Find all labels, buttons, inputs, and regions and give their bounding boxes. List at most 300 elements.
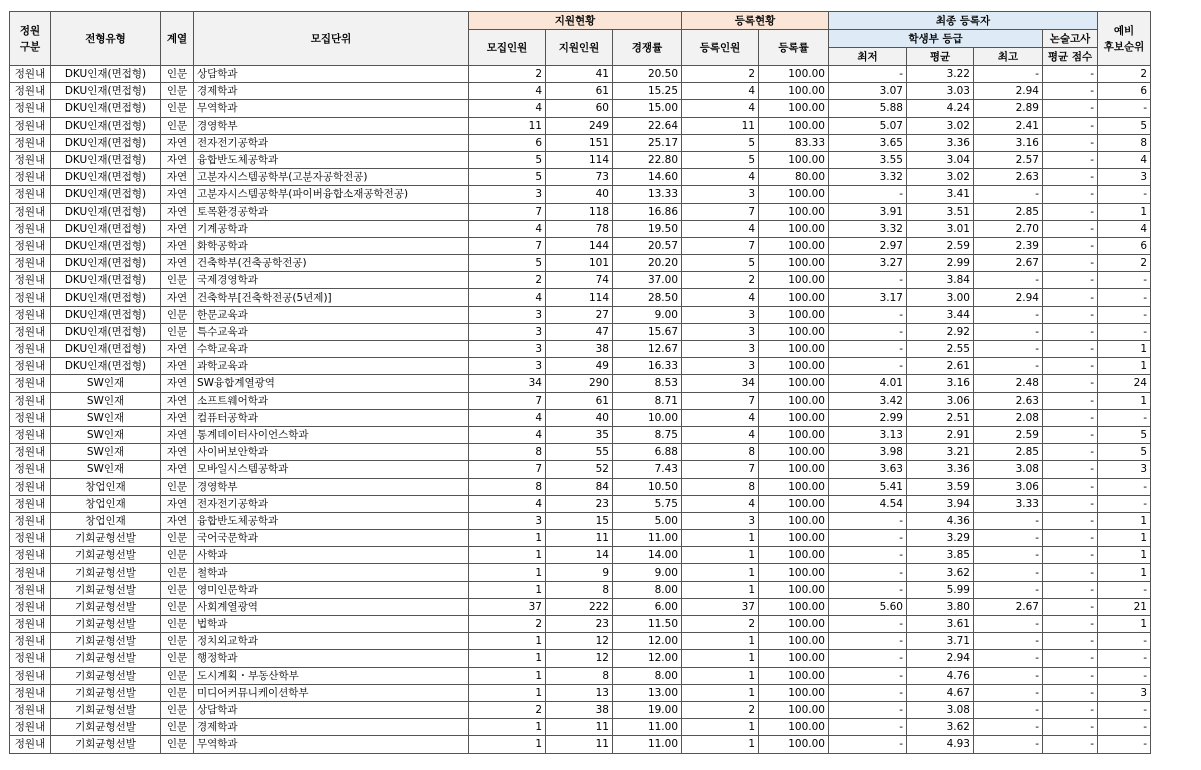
cell-enroll-rate: 100.00 (759, 341, 829, 358)
cell-applicant-count: 9 (546, 564, 613, 581)
cell-quota-group: 정원내 (10, 100, 51, 117)
table-row (10, 358, 1151, 375)
table-row (10, 237, 1151, 254)
cell-grade-max: 2.63 (974, 169, 1043, 186)
cell-recruit-count: 3 (469, 358, 546, 375)
cell-reserve: 1 (1098, 530, 1151, 547)
header-enroll-rate: 등록률 (759, 30, 829, 66)
cell-grade-avg: 3.51 (907, 203, 974, 220)
cell-unit: 융합반도체공학과 (194, 151, 469, 168)
cell-type: 기회균형선발 (51, 736, 161, 753)
header-enroll-status: 등록현황 (682, 12, 829, 30)
cell-grade-max: - (974, 512, 1043, 529)
cell-grade-avg: 2.61 (907, 358, 974, 375)
cell-recruit-count: 1 (469, 719, 546, 736)
cell-track: 인문 (161, 667, 194, 684)
cell-essay-avg: - (1043, 255, 1098, 272)
cell-unit: 국어국문학과 (194, 530, 469, 547)
cell-reserve: 1 (1098, 512, 1151, 529)
cell-unit: 법학과 (194, 616, 469, 633)
cell-track: 자연 (161, 169, 194, 186)
cell-applicant-count: 52 (546, 461, 613, 478)
cell-applicant-count: 144 (546, 237, 613, 254)
cell-track: 인문 (161, 736, 194, 753)
cell-type: SW인재 (51, 444, 161, 461)
cell-unit: 사이버보안학과 (194, 444, 469, 461)
cell-grade-min: - (829, 323, 907, 340)
cell-reserve: 4 (1098, 151, 1151, 168)
cell-track: 인문 (161, 117, 194, 134)
cell-enrolled-count: 8 (682, 444, 759, 461)
cell-track: 인문 (161, 564, 194, 581)
cell-unit: 건축학부(건축공학전공) (194, 255, 469, 272)
header-avg: 평균 (907, 48, 974, 66)
cell-grade-avg: 2.51 (907, 409, 974, 426)
cell-reserve: 1 (1098, 341, 1151, 358)
cell-grade-min: - (829, 358, 907, 375)
cell-quota-group: 정원내 (10, 478, 51, 495)
cell-track: 인문 (161, 684, 194, 701)
cell-unit: 기계공학과 (194, 220, 469, 237)
table-row (10, 667, 1151, 684)
cell-recruit-count: 1 (469, 581, 546, 598)
cell-enroll-rate: 100.00 (759, 66, 829, 83)
cell-type: SW인재 (51, 375, 161, 392)
cell-track: 인문 (161, 66, 194, 83)
cell-enroll-rate: 100.00 (759, 237, 829, 254)
cell-grade-min: - (829, 530, 907, 547)
cell-enroll-rate: 100.00 (759, 495, 829, 512)
cell-applicant-count: 55 (546, 444, 613, 461)
cell-unit: 모바일시스템공학과 (194, 461, 469, 478)
cell-enroll-rate: 100.00 (759, 547, 829, 564)
cell-track: 인문 (161, 478, 194, 495)
cell-track: 인문 (161, 650, 194, 667)
cell-unit: 컴퓨터공학과 (194, 409, 469, 426)
cell-type: 기회균형선발 (51, 667, 161, 684)
cell-recruit-count: 7 (469, 392, 546, 409)
cell-grade-max: - (974, 66, 1043, 83)
header-unit: 모집단위 (194, 12, 469, 66)
cell-track: 자연 (161, 220, 194, 237)
cell-enroll-rate: 100.00 (759, 564, 829, 581)
cell-enrolled-count: 4 (682, 495, 759, 512)
cell-track: 인문 (161, 719, 194, 736)
cell-quota-group: 정원내 (10, 220, 51, 237)
cell-quota-group: 정원내 (10, 409, 51, 426)
cell-reserve: - (1098, 719, 1151, 736)
cell-recruit-count: 1 (469, 633, 546, 650)
cell-grade-max: 2.85 (974, 444, 1043, 461)
cell-essay-avg: - (1043, 701, 1098, 718)
cell-reserve: - (1098, 289, 1151, 306)
cell-reserve: - (1098, 701, 1151, 718)
cell-quota-group: 정원내 (10, 616, 51, 633)
cell-competition-rate: 6.88 (613, 444, 682, 461)
cell-grade-min: 5.60 (829, 598, 907, 615)
cell-grade-avg: 3.06 (907, 392, 974, 409)
cell-recruit-count: 2 (469, 66, 546, 83)
cell-track: 인문 (161, 701, 194, 718)
table-row (10, 564, 1151, 581)
cell-competition-rate: 12.00 (613, 633, 682, 650)
cell-enrolled-count: 3 (682, 323, 759, 340)
cell-grade-max: - (974, 650, 1043, 667)
cell-essay-avg: - (1043, 237, 1098, 254)
cell-reserve: 5 (1098, 426, 1151, 443)
cell-essay-avg: - (1043, 564, 1098, 581)
cell-grade-max: - (974, 581, 1043, 598)
cell-quota-group: 정원내 (10, 581, 51, 598)
cell-recruit-count: 3 (469, 306, 546, 323)
cell-recruit-count: 5 (469, 169, 546, 186)
cell-recruit-count: 4 (469, 409, 546, 426)
cell-unit: 무역학과 (194, 100, 469, 117)
table-row (10, 461, 1151, 478)
cell-recruit-count: 1 (469, 650, 546, 667)
cell-applicant-count: 101 (546, 255, 613, 272)
cell-type: DKU인재(면접형) (51, 117, 161, 134)
cell-essay-avg: - (1043, 512, 1098, 529)
cell-competition-rate: 7.43 (613, 461, 682, 478)
cell-quota-group: 정원내 (10, 203, 51, 220)
cell-unit: 미디어커뮤니케이션학부 (194, 684, 469, 701)
cell-grade-max: - (974, 701, 1043, 718)
cell-competition-rate: 8.00 (613, 667, 682, 684)
cell-grade-max: - (974, 547, 1043, 564)
cell-enroll-rate: 100.00 (759, 633, 829, 650)
cell-type: SW인재 (51, 426, 161, 443)
cell-type: DKU인재(면접형) (51, 272, 161, 289)
cell-competition-rate: 14.60 (613, 169, 682, 186)
cell-track: 자연 (161, 203, 194, 220)
table-row (10, 66, 1151, 83)
cell-enroll-rate: 100.00 (759, 650, 829, 667)
cell-type: 기회균형선발 (51, 701, 161, 718)
cell-unit: 경제학과 (194, 83, 469, 100)
cell-essay-avg: - (1043, 426, 1098, 443)
cell-enroll-rate: 100.00 (759, 151, 829, 168)
cell-type: SW인재 (51, 409, 161, 426)
cell-grade-min: 3.91 (829, 203, 907, 220)
cell-reserve: 1 (1098, 392, 1151, 409)
cell-grade-max: 2.85 (974, 203, 1043, 220)
cell-essay-avg: - (1043, 598, 1098, 615)
cell-unit: 소프트웨어학과 (194, 392, 469, 409)
cell-grade-min: - (829, 512, 907, 529)
cell-grade-min: 3.63 (829, 461, 907, 478)
cell-enrolled-count: 1 (682, 564, 759, 581)
header-apply-status: 지원현황 (469, 12, 682, 30)
cell-grade-avg: 3.00 (907, 289, 974, 306)
cell-enroll-rate: 100.00 (759, 186, 829, 203)
cell-applicant-count: 14 (546, 547, 613, 564)
cell-recruit-count: 2 (469, 701, 546, 718)
cell-unit: 무역학과 (194, 736, 469, 753)
cell-quota-group: 정원내 (10, 547, 51, 564)
cell-quota-group: 정원내 (10, 83, 51, 100)
cell-essay-avg: - (1043, 461, 1098, 478)
header-enrolled-count: 등록인원 (682, 30, 759, 66)
table-row (10, 100, 1151, 117)
cell-unit: 화학공학과 (194, 237, 469, 254)
cell-competition-rate: 10.00 (613, 409, 682, 426)
cell-quota-group: 정원내 (10, 719, 51, 736)
cell-essay-avg: - (1043, 495, 1098, 512)
cell-recruit-count: 11 (469, 117, 546, 134)
cell-essay-avg: - (1043, 650, 1098, 667)
cell-reserve: - (1098, 323, 1151, 340)
cell-grade-min: - (829, 684, 907, 701)
cell-unit: 특수교육과 (194, 323, 469, 340)
cell-essay-avg: - (1043, 684, 1098, 701)
table-row (10, 581, 1151, 598)
cell-enrolled-count: 2 (682, 272, 759, 289)
cell-recruit-count: 4 (469, 220, 546, 237)
cell-reserve: 2 (1098, 66, 1151, 83)
cell-essay-avg: - (1043, 616, 1098, 633)
cell-type: DKU인재(면접형) (51, 66, 161, 83)
cell-competition-rate: 8.71 (613, 392, 682, 409)
cell-essay-avg: - (1043, 736, 1098, 753)
cell-grade-max: 3.33 (974, 495, 1043, 512)
cell-grade-max: 2.39 (974, 237, 1043, 254)
cell-competition-rate: 15.00 (613, 100, 682, 117)
cell-track: 자연 (161, 289, 194, 306)
cell-quota-group: 정원내 (10, 701, 51, 718)
cell-enroll-rate: 100.00 (759, 530, 829, 547)
cell-essay-avg: - (1043, 100, 1098, 117)
cell-enroll-rate: 100.00 (759, 100, 829, 117)
table-row (10, 220, 1151, 237)
cell-essay-avg: - (1043, 444, 1098, 461)
cell-track: 인문 (161, 547, 194, 564)
cell-reserve: 1 (1098, 547, 1151, 564)
cell-reserve: - (1098, 633, 1151, 650)
cell-recruit-count: 7 (469, 237, 546, 254)
cell-quota-group: 정원내 (10, 375, 51, 392)
cell-enroll-rate: 100.00 (759, 701, 829, 718)
cell-grade-avg: 3.04 (907, 151, 974, 168)
cell-grade-min: - (829, 581, 907, 598)
cell-type: DKU인재(면접형) (51, 100, 161, 117)
cell-grade-max: - (974, 323, 1043, 340)
header-school-grade: 학생부 등급 (829, 30, 1043, 48)
cell-essay-avg: - (1043, 289, 1098, 306)
cell-grade-min: - (829, 719, 907, 736)
cell-competition-rate: 13.00 (613, 684, 682, 701)
cell-reserve: - (1098, 650, 1151, 667)
table-row (10, 341, 1151, 358)
cell-recruit-count: 5 (469, 151, 546, 168)
cell-type: 창업인재 (51, 495, 161, 512)
cell-reserve: 5 (1098, 117, 1151, 134)
cell-grade-avg: 2.91 (907, 426, 974, 443)
cell-recruit-count: 1 (469, 530, 546, 547)
cell-enroll-rate: 100.00 (759, 83, 829, 100)
cell-type: SW인재 (51, 461, 161, 478)
cell-quota-group: 정원내 (10, 186, 51, 203)
table-row (10, 134, 1151, 151)
cell-unit: 고분자시스템공학부(고분자공학전공) (194, 169, 469, 186)
cell-quota-group: 정원내 (10, 495, 51, 512)
table-row (10, 444, 1151, 461)
cell-type: DKU인재(면접형) (51, 203, 161, 220)
table-row (10, 426, 1151, 443)
cell-competition-rate: 20.57 (613, 237, 682, 254)
cell-grade-max: - (974, 564, 1043, 581)
cell-quota-group: 정원내 (10, 117, 51, 134)
header-type: 전형유형 (51, 12, 161, 66)
cell-grade-min: 3.65 (829, 134, 907, 151)
cell-track: 인문 (161, 633, 194, 650)
cell-applicant-count: 11 (546, 719, 613, 736)
cell-unit: 철학과 (194, 564, 469, 581)
cell-essay-avg: - (1043, 358, 1098, 375)
table-row (10, 616, 1151, 633)
cell-grade-avg: 2.99 (907, 255, 974, 272)
cell-grade-max: - (974, 341, 1043, 358)
cell-unit: 전자전기공학과 (194, 495, 469, 512)
cell-enrolled-count: 7 (682, 237, 759, 254)
cell-track: 자연 (161, 341, 194, 358)
cell-track: 자연 (161, 151, 194, 168)
cell-competition-rate: 6.00 (613, 598, 682, 615)
cell-recruit-count: 1 (469, 547, 546, 564)
cell-enrolled-count: 5 (682, 151, 759, 168)
cell-applicant-count: 38 (546, 701, 613, 718)
cell-grade-min: - (829, 66, 907, 83)
cell-type: DKU인재(면접형) (51, 289, 161, 306)
table-row (10, 598, 1151, 615)
cell-enroll-rate: 100.00 (759, 512, 829, 529)
cell-type: DKU인재(면접형) (51, 186, 161, 203)
cell-essay-avg: - (1043, 272, 1098, 289)
cell-reserve: 2 (1098, 255, 1151, 272)
cell-competition-rate: 14.00 (613, 547, 682, 564)
cell-grade-min: 3.07 (829, 83, 907, 100)
cell-quota-group: 정원내 (10, 650, 51, 667)
cell-grade-avg: 3.36 (907, 461, 974, 478)
cell-track: 자연 (161, 255, 194, 272)
table-row (10, 719, 1151, 736)
cell-essay-avg: - (1043, 667, 1098, 684)
cell-applicant-count: 114 (546, 151, 613, 168)
cell-applicant-count: 49 (546, 358, 613, 375)
cell-unit: 한문교육과 (194, 306, 469, 323)
cell-reserve: - (1098, 736, 1151, 753)
cell-enrolled-count: 37 (682, 598, 759, 615)
cell-grade-avg: 3.03 (907, 83, 974, 100)
table-row (10, 375, 1151, 392)
cell-grade-avg: 3.02 (907, 117, 974, 134)
cell-grade-min: - (829, 272, 907, 289)
cell-enroll-rate: 100.00 (759, 220, 829, 237)
cell-reserve: 1 (1098, 616, 1151, 633)
cell-type: DKU인재(면접형) (51, 134, 161, 151)
cell-grade-min: - (829, 186, 907, 203)
cell-grade-avg: 3.08 (907, 701, 974, 718)
cell-enrolled-count: 4 (682, 289, 759, 306)
cell-reserve: 3 (1098, 461, 1151, 478)
cell-competition-rate: 15.25 (613, 83, 682, 100)
table-row (10, 633, 1151, 650)
cell-quota-group: 정원내 (10, 289, 51, 306)
cell-grade-avg: 3.85 (907, 547, 974, 564)
cell-reserve: 4 (1098, 220, 1151, 237)
cell-recruit-count: 7 (469, 203, 546, 220)
cell-grade-min: 5.07 (829, 117, 907, 134)
cell-type: DKU인재(면접형) (51, 169, 161, 186)
cell-track: 인문 (161, 83, 194, 100)
cell-enrolled-count: 3 (682, 306, 759, 323)
cell-recruit-count: 34 (469, 375, 546, 392)
table-row (10, 495, 1151, 512)
cell-competition-rate: 20.20 (613, 255, 682, 272)
cell-competition-rate: 12.00 (613, 650, 682, 667)
cell-competition-rate: 12.67 (613, 341, 682, 358)
cell-grade-avg: 2.55 (907, 341, 974, 358)
cell-enroll-rate: 100.00 (759, 358, 829, 375)
cell-recruit-count: 7 (469, 461, 546, 478)
cell-applicant-count: 35 (546, 426, 613, 443)
cell-grade-min: - (829, 633, 907, 650)
cell-grade-avg: 2.94 (907, 650, 974, 667)
cell-essay-avg: - (1043, 186, 1098, 203)
cell-enroll-rate: 100.00 (759, 203, 829, 220)
cell-reserve: 1 (1098, 203, 1151, 220)
cell-enrolled-count: 4 (682, 220, 759, 237)
cell-enrolled-count: 4 (682, 426, 759, 443)
cell-unit: 수학교육과 (194, 341, 469, 358)
cell-enrolled-count: 4 (682, 169, 759, 186)
cell-enrolled-count: 5 (682, 255, 759, 272)
cell-type: DKU인재(면접형) (51, 323, 161, 340)
cell-unit: 상담학과 (194, 701, 469, 718)
header-competition-rate: 경쟁률 (613, 30, 682, 66)
cell-essay-avg: - (1043, 547, 1098, 564)
cell-recruit-count: 8 (469, 478, 546, 495)
cell-reserve: 6 (1098, 83, 1151, 100)
cell-grade-avg: 4.24 (907, 100, 974, 117)
cell-applicant-count: 61 (546, 392, 613, 409)
cell-unit: 과학교육과 (194, 358, 469, 375)
cell-competition-rate: 8.75 (613, 426, 682, 443)
cell-competition-rate: 22.64 (613, 117, 682, 134)
table-body (10, 66, 1151, 754)
cell-competition-rate: 9.00 (613, 564, 682, 581)
cell-essay-avg: - (1043, 169, 1098, 186)
header-min: 최저 (829, 48, 907, 66)
cell-unit: 건축학부[건축학전공(5년제)] (194, 289, 469, 306)
cell-quota-group: 정원내 (10, 564, 51, 581)
cell-type: DKU인재(면접형) (51, 358, 161, 375)
cell-enrolled-count: 8 (682, 478, 759, 495)
cell-enroll-rate: 100.00 (759, 323, 829, 340)
cell-type: 기회균형선발 (51, 581, 161, 598)
cell-enrolled-count: 1 (682, 650, 759, 667)
table-row (10, 684, 1151, 701)
cell-essay-avg: - (1043, 134, 1098, 151)
cell-grade-max: - (974, 616, 1043, 633)
table-row (10, 169, 1151, 186)
cell-competition-rate: 11.00 (613, 736, 682, 753)
cell-applicant-count: 11 (546, 736, 613, 753)
cell-essay-avg: - (1043, 306, 1098, 323)
cell-reserve: - (1098, 478, 1151, 495)
cell-quota-group: 정원내 (10, 169, 51, 186)
table-row (10, 272, 1151, 289)
